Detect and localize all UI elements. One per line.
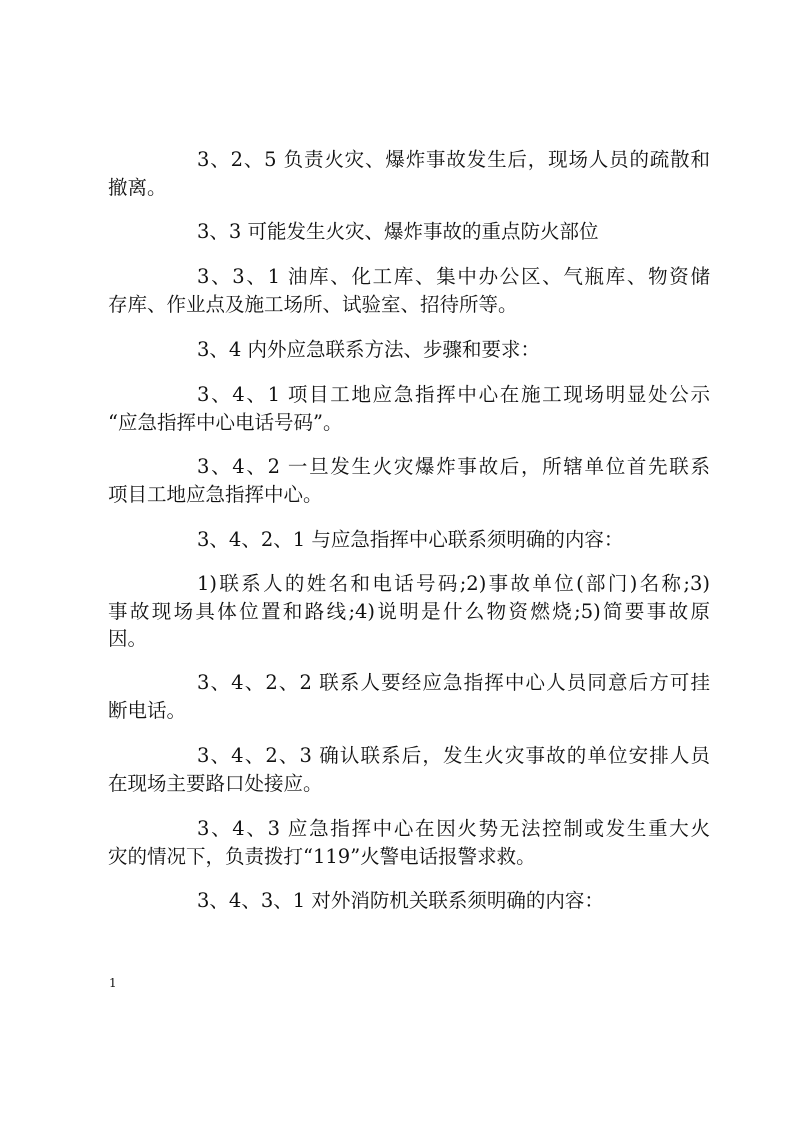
text-line: 3、4、3、1 对外消防机关联系须明确的内容： [197,889,604,912]
text-line: 项目工地应急指挥中心。 [108,482,323,506]
paragraph [108,146,710,201]
paragraph [108,570,710,653]
paragraph [108,336,710,364]
text-line: 3、4、2、2 联系人要经应急指挥中心人员同意后方可挂 [197,671,710,694]
text-line: 存库、作业点及施工场所、试验室、招待所等。 [108,292,518,316]
text-line: 3、3 可能发生火灾、爆炸事故的重点防火部位 [197,220,599,243]
text-line: 3、4、1 项目工地应急指挥中心在施工现场明显处公示 [197,383,710,406]
text-line: 灾的情况下，负责拨打“119”火警电话报警求救。 [108,844,536,868]
text-line: 撤离。 [108,175,167,199]
paragraph [108,815,710,870]
paragraph [108,381,710,436]
paragraph [108,218,710,246]
paragraph [108,526,710,554]
text-line: 3、4、2、1 与应急指挥中心联系须明确的内容： [197,528,624,551]
text-line: 在现场主要路口处接应。 [108,771,323,795]
paragraph [108,887,710,915]
text-line: 3、4 内外应急联系方法、步骤和要求： [197,338,541,361]
text-line: 3、4、3 应急指挥中心在因火势无法控制或发生重大火 [197,817,710,840]
text-line: 断电话。 [108,698,187,722]
paragraph [108,453,710,508]
text-line: 3、4、2 一旦发生火灾爆炸事故后，所辖单位首先联系 [197,455,710,478]
text-line: 1)联系人的姓名和电话号码;2)事故单位(部门)名称;3) [197,572,710,595]
text-line: 事故现场具体位置和路线;4)说明是什么物资燃烧;5)简要事故原 [108,599,710,623]
paragraph [108,669,710,724]
text-line: “应急指挥中心电话号码”。 [108,410,343,434]
paragraph [108,263,710,318]
text-line: 因。 [108,627,148,650]
text-line: 3、3、1 油库、化工库、集中办公区、气瓶库、物资储 [197,265,710,288]
text-line: 3、2、5 负责火灾、爆炸事故发生后，现场人员的疏散和 [197,148,710,171]
page-number: 1 [109,976,117,990]
text-line: 3、4、2、3 确认联系后，发生火灾事故的单位安排人员 [197,744,710,767]
paragraph [108,742,710,797]
